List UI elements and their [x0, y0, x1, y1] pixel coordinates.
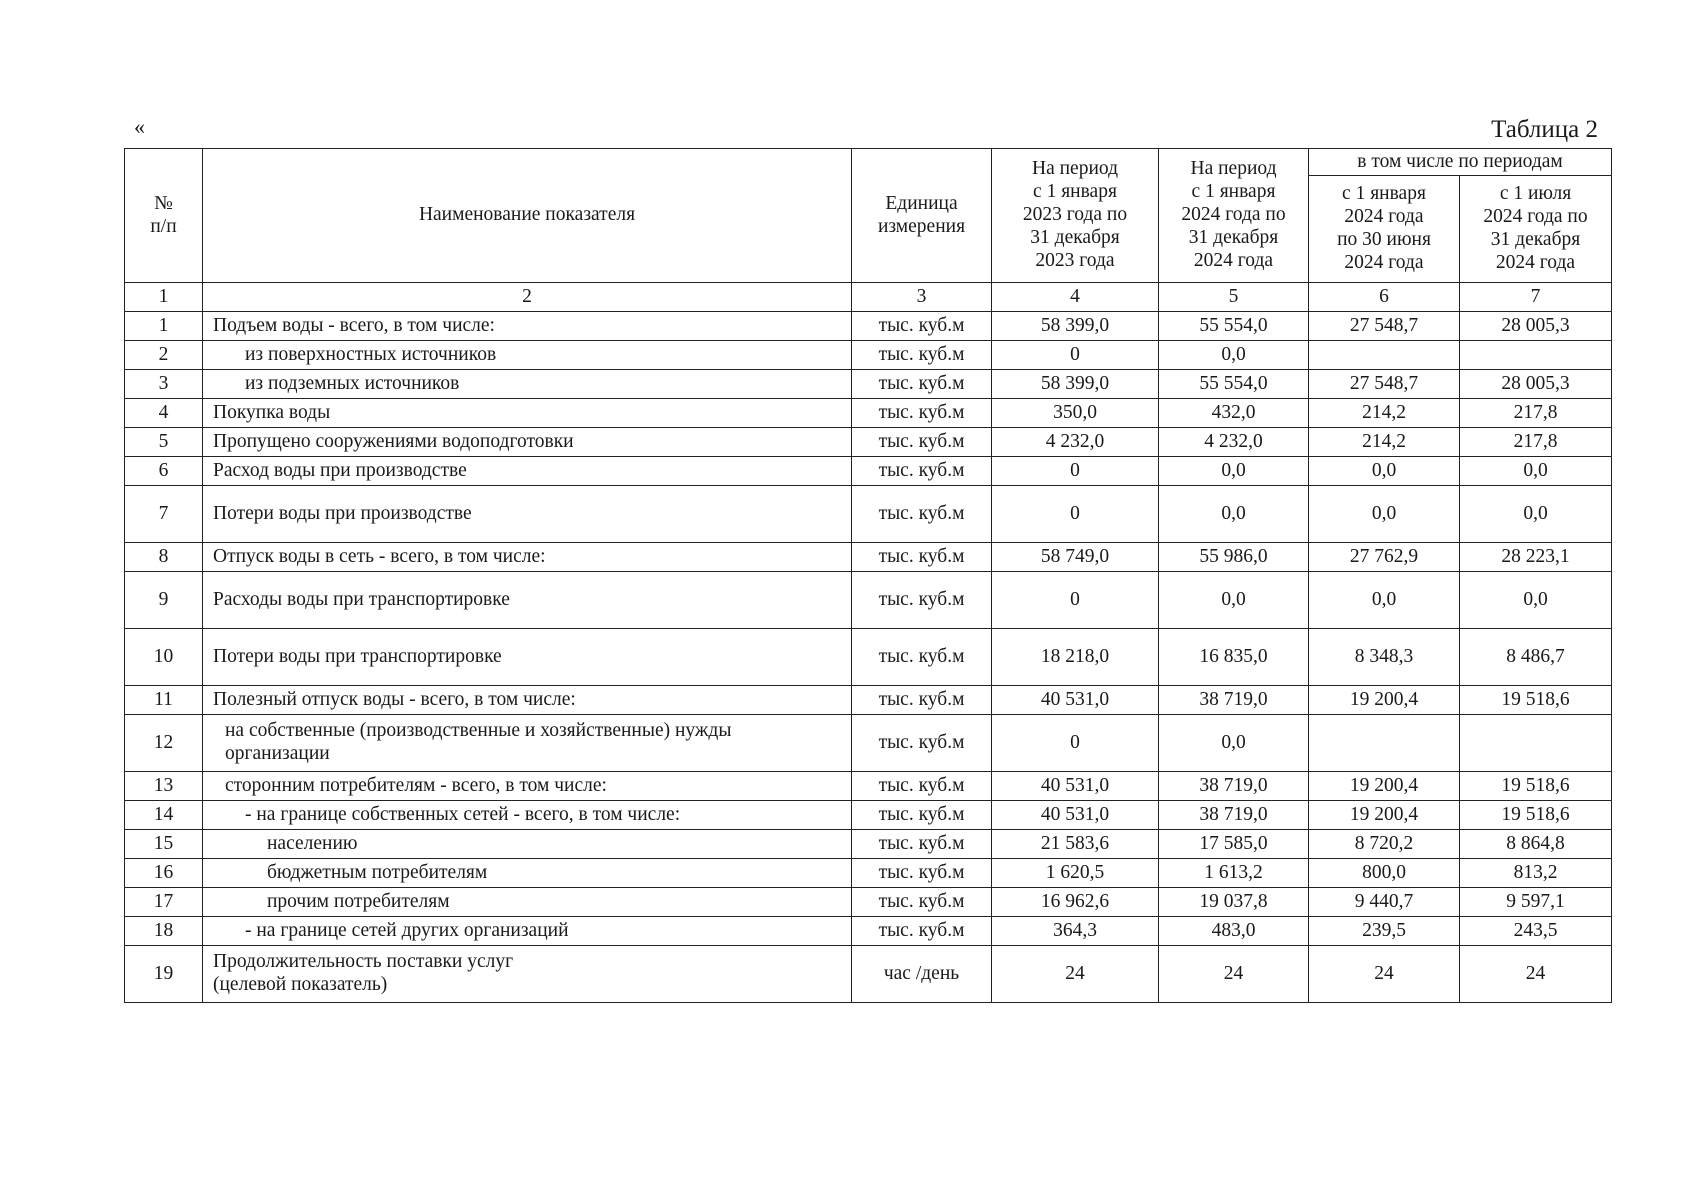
value-h2-2024-cell: 28 005,3 [1460, 312, 1612, 341]
unit-cell: тыс. куб.м [852, 341, 992, 370]
value-h1-2024-cell: 27 548,7 [1309, 370, 1460, 399]
value-2023-cell: 350,0 [992, 399, 1159, 428]
value-2024-cell: 17 585,0 [1159, 830, 1309, 859]
value-h2-2024-cell: 217,8 [1460, 399, 1612, 428]
value-h1-2024-cell: 0,0 [1309, 572, 1460, 629]
value-2023-cell: 58 399,0 [992, 312, 1159, 341]
value-2024-cell: 38 719,0 [1159, 686, 1309, 715]
value-2024-cell: 432,0 [1159, 399, 1309, 428]
indicator-name-cell: Покупка воды [203, 399, 852, 428]
row-number-cell: 8 [125, 543, 203, 572]
indicator-name-cell: Расходы воды при транспортировке [203, 572, 852, 629]
table-row [125, 572, 1612, 629]
value-2024-cell: 0,0 [1159, 715, 1309, 772]
column-number: 5 [1159, 283, 1309, 312]
table-row [125, 399, 1612, 428]
table-row [125, 370, 1612, 399]
row-number-cell: 15 [125, 830, 203, 859]
header-row-top [125, 149, 1612, 176]
unit-cell: тыс. куб.м [852, 572, 992, 629]
water-indicators-table [124, 148, 1612, 1003]
table-row [125, 457, 1612, 486]
value-h1-2024-cell: 24 [1309, 946, 1460, 1003]
value-2024-cell: 0,0 [1159, 457, 1309, 486]
table-row [125, 946, 1612, 1003]
value-2024-cell: 0,0 [1159, 486, 1309, 543]
column-number: 3 [852, 283, 992, 312]
unit-cell: тыс. куб.м [852, 801, 992, 830]
table-row [125, 888, 1612, 917]
row-number-cell: 4 [125, 399, 203, 428]
unit-cell: тыс. куб.м [852, 457, 992, 486]
indicator-name-cell: Пропущено сооружениями водоподготовки [203, 428, 852, 457]
column-number: 4 [992, 283, 1159, 312]
header-subperiods-group: в том числе по периодам [1309, 149, 1612, 176]
value-2023-cell: 58 399,0 [992, 370, 1159, 399]
row-number-cell: 2 [125, 341, 203, 370]
value-h1-2024-cell: 214,2 [1309, 399, 1460, 428]
table-row [125, 341, 1612, 370]
value-h1-2024-cell: 9 440,7 [1309, 888, 1460, 917]
unit-cell: тыс. куб.м [852, 399, 992, 428]
value-h2-2024-cell: 19 518,6 [1460, 801, 1612, 830]
unit-cell: тыс. куб.м [852, 428, 992, 457]
row-number-cell: 13 [125, 772, 203, 801]
value-h1-2024-cell: 214,2 [1309, 428, 1460, 457]
value-2024-cell: 38 719,0 [1159, 772, 1309, 801]
indicator-name-cell: - на границе сетей других организаций [203, 917, 852, 946]
row-number-cell: 3 [125, 370, 203, 399]
column-number: 7 [1460, 283, 1612, 312]
value-h1-2024-cell: 8 720,2 [1309, 830, 1460, 859]
value-2023-cell: 4 232,0 [992, 428, 1159, 457]
column-number: 2 [203, 283, 852, 312]
indicator-name-cell: из поверхностных источников [203, 341, 852, 370]
value-h1-2024-cell: 19 200,4 [1309, 801, 1460, 830]
value-h1-2024-cell: 27 548,7 [1309, 312, 1460, 341]
value-2024-cell: 24 [1159, 946, 1309, 1003]
value-2023-cell: 0 [992, 457, 1159, 486]
value-h2-2024-cell: 0,0 [1460, 486, 1612, 543]
value-h2-2024-cell: 0,0 [1460, 457, 1612, 486]
value-h1-2024-cell [1309, 341, 1460, 370]
table-row [125, 312, 1612, 341]
row-number-cell: 7 [125, 486, 203, 543]
value-2023-cell: 18 218,0 [992, 629, 1159, 686]
value-h2-2024-cell: 8 864,8 [1460, 830, 1612, 859]
value-h2-2024-cell [1460, 715, 1612, 772]
indicator-name-cell: Подъем воды - всего, в том числе: [203, 312, 852, 341]
value-2023-cell: 0 [992, 486, 1159, 543]
table-row [125, 801, 1612, 830]
value-2024-cell: 1 613,2 [1159, 859, 1309, 888]
value-h2-2024-cell: 9 597,1 [1460, 888, 1612, 917]
header-number: № п/п [125, 149, 203, 283]
value-2023-cell: 1 620,5 [992, 859, 1159, 888]
row-number-cell: 1 [125, 312, 203, 341]
indicator-name-cell: Отпуск воды в сеть - всего, в том числе: [203, 543, 852, 572]
value-2024-cell: 38 719,0 [1159, 801, 1309, 830]
row-number-cell: 9 [125, 572, 203, 629]
value-2023-cell: 58 749,0 [992, 543, 1159, 572]
value-h1-2024-cell: 19 200,4 [1309, 772, 1460, 801]
unit-cell: тыс. куб.м [852, 917, 992, 946]
value-2023-cell: 0 [992, 715, 1159, 772]
unit-cell: тыс. куб.м [852, 859, 992, 888]
opening-quote-mark: « [134, 114, 145, 139]
row-number-cell: 11 [125, 686, 203, 715]
table-row [125, 686, 1612, 715]
value-2024-cell: 19 037,8 [1159, 888, 1309, 917]
value-2023-cell: 40 531,0 [992, 686, 1159, 715]
value-h1-2024-cell: 239,5 [1309, 917, 1460, 946]
header-period-2024: На период с 1 января 2024 года по 31 декабря 2024 года [1159, 149, 1309, 283]
indicator-name-cell: Потери воды при транспортировке [203, 629, 852, 686]
value-h2-2024-cell: 243,5 [1460, 917, 1612, 946]
indicator-name-cell: из подземных источников [203, 370, 852, 399]
value-h1-2024-cell: 27 762,9 [1309, 543, 1460, 572]
row-number-cell: 10 [125, 629, 203, 686]
value-2023-cell: 21 583,6 [992, 830, 1159, 859]
unit-cell: тыс. куб.м [852, 370, 992, 399]
value-2023-cell: 24 [992, 946, 1159, 1003]
unit-cell: тыс. куб.м [852, 830, 992, 859]
indicator-name-cell: Продолжительность поставки услуг (целевой показатель) [203, 946, 852, 1003]
unit-cell: тыс. куб.м [852, 543, 992, 572]
unit-cell: тыс. куб.м [852, 312, 992, 341]
indicator-name-cell: бюджетным потребителям [203, 859, 852, 888]
value-2024-cell: 16 835,0 [1159, 629, 1309, 686]
column-number-row [125, 283, 1612, 312]
indicator-name-cell: на собственные (производственные и хозяйственные) нужды организации [203, 715, 852, 772]
value-h1-2024-cell [1309, 715, 1460, 772]
value-2024-cell: 55 554,0 [1159, 370, 1309, 399]
value-2023-cell: 364,3 [992, 917, 1159, 946]
indicator-name-cell: Полезный отпуск воды - всего, в том числе: [203, 686, 852, 715]
unit-cell: тыс. куб.м [852, 486, 992, 543]
table-row [125, 428, 1612, 457]
table-row [125, 715, 1612, 772]
indicator-name-cell: населению [203, 830, 852, 859]
value-h2-2024-cell: 28 005,3 [1460, 370, 1612, 399]
header-unit: Единица измерения [852, 149, 992, 283]
value-2024-cell: 0,0 [1159, 572, 1309, 629]
indicator-name-cell: Потери воды при производстве [203, 486, 852, 543]
value-h1-2024-cell: 8 348,3 [1309, 629, 1460, 686]
value-h2-2024-cell [1460, 341, 1612, 370]
unit-cell: тыс. куб.м [852, 715, 992, 772]
value-2024-cell: 4 232,0 [1159, 428, 1309, 457]
indicator-name-cell: сторонним потребителям - всего, в том числе: [203, 772, 852, 801]
value-h2-2024-cell: 8 486,7 [1460, 629, 1612, 686]
indicator-name-cell: - на границе собственных сетей - всего, в том числе: [203, 801, 852, 830]
indicator-name-cell: прочим потребителям [203, 888, 852, 917]
value-h2-2024-cell: 19 518,6 [1460, 686, 1612, 715]
value-2023-cell: 0 [992, 572, 1159, 629]
column-number: 6 [1309, 283, 1460, 312]
value-2023-cell: 0 [992, 341, 1159, 370]
unit-cell: тыс. куб.м [852, 772, 992, 801]
header-indicator-name: Наименование показателя [203, 149, 852, 283]
value-2024-cell: 0,0 [1159, 341, 1309, 370]
row-number-cell: 19 [125, 946, 203, 1003]
value-2024-cell: 55 554,0 [1159, 312, 1309, 341]
table-row [125, 543, 1612, 572]
value-h2-2024-cell: 813,2 [1460, 859, 1612, 888]
indicator-name-cell: Расход воды при производстве [203, 457, 852, 486]
row-number-cell: 6 [125, 457, 203, 486]
unit-cell: тыс. куб.м [852, 629, 992, 686]
row-number-cell: 18 [125, 917, 203, 946]
value-2023-cell: 40 531,0 [992, 801, 1159, 830]
row-number-cell: 12 [125, 715, 203, 772]
column-number: 1 [125, 283, 203, 312]
value-h2-2024-cell: 28 223,1 [1460, 543, 1612, 572]
value-h2-2024-cell: 19 518,6 [1460, 772, 1612, 801]
row-number-cell: 14 [125, 801, 203, 830]
value-2023-cell: 16 962,6 [992, 888, 1159, 917]
header-half-2: с 1 июля 2024 года по 31 декабря 2024 года [1460, 176, 1612, 283]
table-row [125, 830, 1612, 859]
header-period-2023: На период с 1 января 2023 года по 31 декабря 2023 года [992, 149, 1159, 283]
value-h1-2024-cell: 800,0 [1309, 859, 1460, 888]
value-h1-2024-cell: 0,0 [1309, 457, 1460, 486]
value-h2-2024-cell: 24 [1460, 946, 1612, 1003]
table-row [125, 859, 1612, 888]
table-row [125, 917, 1612, 946]
table-row [125, 486, 1612, 543]
table-row [125, 772, 1612, 801]
row-number-cell: 16 [125, 859, 203, 888]
unit-cell: тыс. куб.м [852, 888, 992, 917]
table-row [125, 629, 1612, 686]
value-h2-2024-cell: 0,0 [1460, 572, 1612, 629]
table-caption: Таблица 2 [1491, 116, 1598, 143]
row-number-cell: 17 [125, 888, 203, 917]
header-half-1: с 1 января 2024 года по 30 июня 2024 года [1309, 176, 1460, 283]
value-h1-2024-cell: 19 200,4 [1309, 686, 1460, 715]
row-number-cell: 5 [125, 428, 203, 457]
value-h2-2024-cell: 217,8 [1460, 428, 1612, 457]
value-h1-2024-cell: 0,0 [1309, 486, 1460, 543]
unit-cell: тыс. куб.м [852, 686, 992, 715]
value-2024-cell: 483,0 [1159, 917, 1309, 946]
value-2023-cell: 40 531,0 [992, 772, 1159, 801]
unit-cell: час /день [852, 946, 992, 1003]
value-2024-cell: 55 986,0 [1159, 543, 1309, 572]
